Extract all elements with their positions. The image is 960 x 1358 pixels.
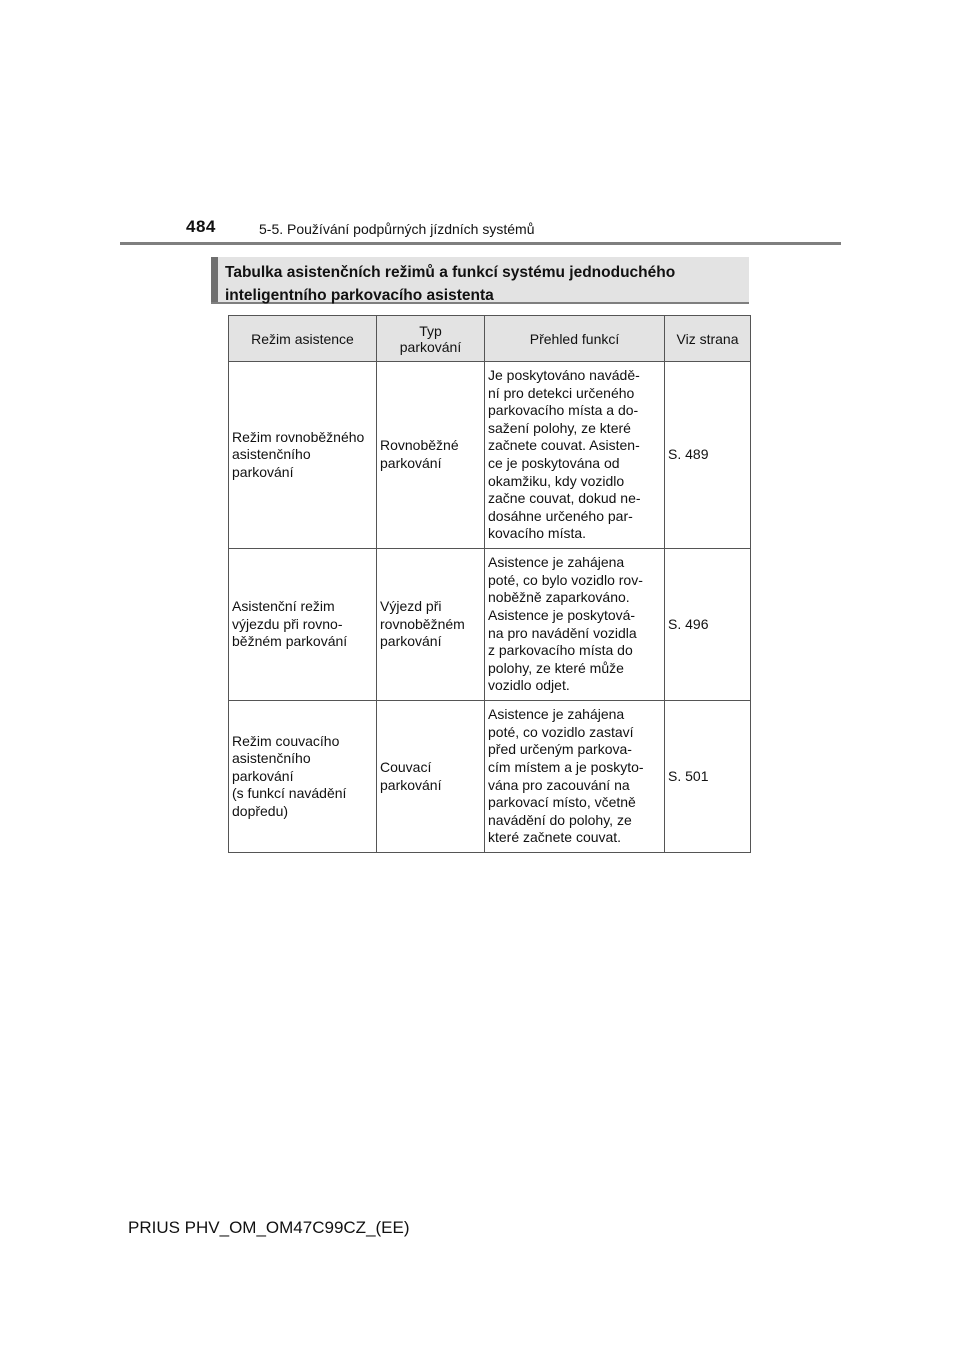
- cell-type: Couvací parkování: [377, 701, 485, 853]
- column-header-overview: Přehled funkcí: [485, 316, 665, 362]
- cell-type: Rovnoběžné parkování: [377, 362, 485, 549]
- heading-accent-bar: [211, 257, 218, 302]
- cell-overview: Je poskytováno navádě- ní pro detekci určeného parkovacího místa a do- sažení polohy, ze které začnete couvat. Asisten- ce je poskytována od okamžiku, kdy vozidlo začne couvat, dokud ne- dosáhne určeného par- kovacího místa.: [485, 362, 665, 549]
- page-number: 484: [186, 217, 216, 236]
- table-row: [229, 701, 751, 853]
- cell-overview: Asistence je zahájena poté, co vozidlo zastaví před určeným parkova- cím místem a je poskyto- vána pro zacouvání na parkovací místo, včetně navádění do polohy, ze které začnete couvat.: [485, 701, 665, 853]
- document-code: PRIUS PHV_OM_OM47C99CZ_(EE): [128, 1218, 410, 1237]
- assist-modes-table: [228, 315, 751, 853]
- table-header-row: [229, 316, 751, 362]
- cell-type: Výjezd při rovnoběžném parkování: [377, 549, 485, 701]
- cell-mode: Režim rovnoběžného asistenčního parkování: [229, 362, 377, 549]
- cell-mode: Asistenční režim výjezdu při rovno- běžném parkování: [229, 549, 377, 701]
- column-header-page: Viz strana: [665, 316, 751, 362]
- cell-page-ref: S. 501: [665, 701, 751, 853]
- column-header-mode: Režim asistence: [229, 316, 377, 362]
- table-row: [229, 362, 751, 549]
- table-row: [229, 549, 751, 701]
- column-header-type: Typ parkování: [377, 316, 485, 362]
- cell-page-ref: S. 489: [665, 362, 751, 549]
- cell-page-ref: S. 496: [665, 549, 751, 701]
- header-divider: [120, 242, 841, 245]
- cell-overview: Asistence je zahájena poté, co bylo vozidlo rov- noběžně zaparkováno. Asistence je poskytová- na pro navádění vozidla z parkovacího místa do polohy, ze které může vozidlo odjet.: [485, 549, 665, 701]
- table-heading-box: [211, 257, 749, 304]
- cell-mode: Režim couvacího asistenčního parkování (s funkcí navádění dopředu): [229, 701, 377, 853]
- section-title: 5-5. Používání podpůrných jízdních systémů: [259, 221, 535, 237]
- table-heading: Tabulka asistenčních režimů a funkcí systému jednoduchého inteligentního parkovacího asistenta: [225, 264, 676, 304]
